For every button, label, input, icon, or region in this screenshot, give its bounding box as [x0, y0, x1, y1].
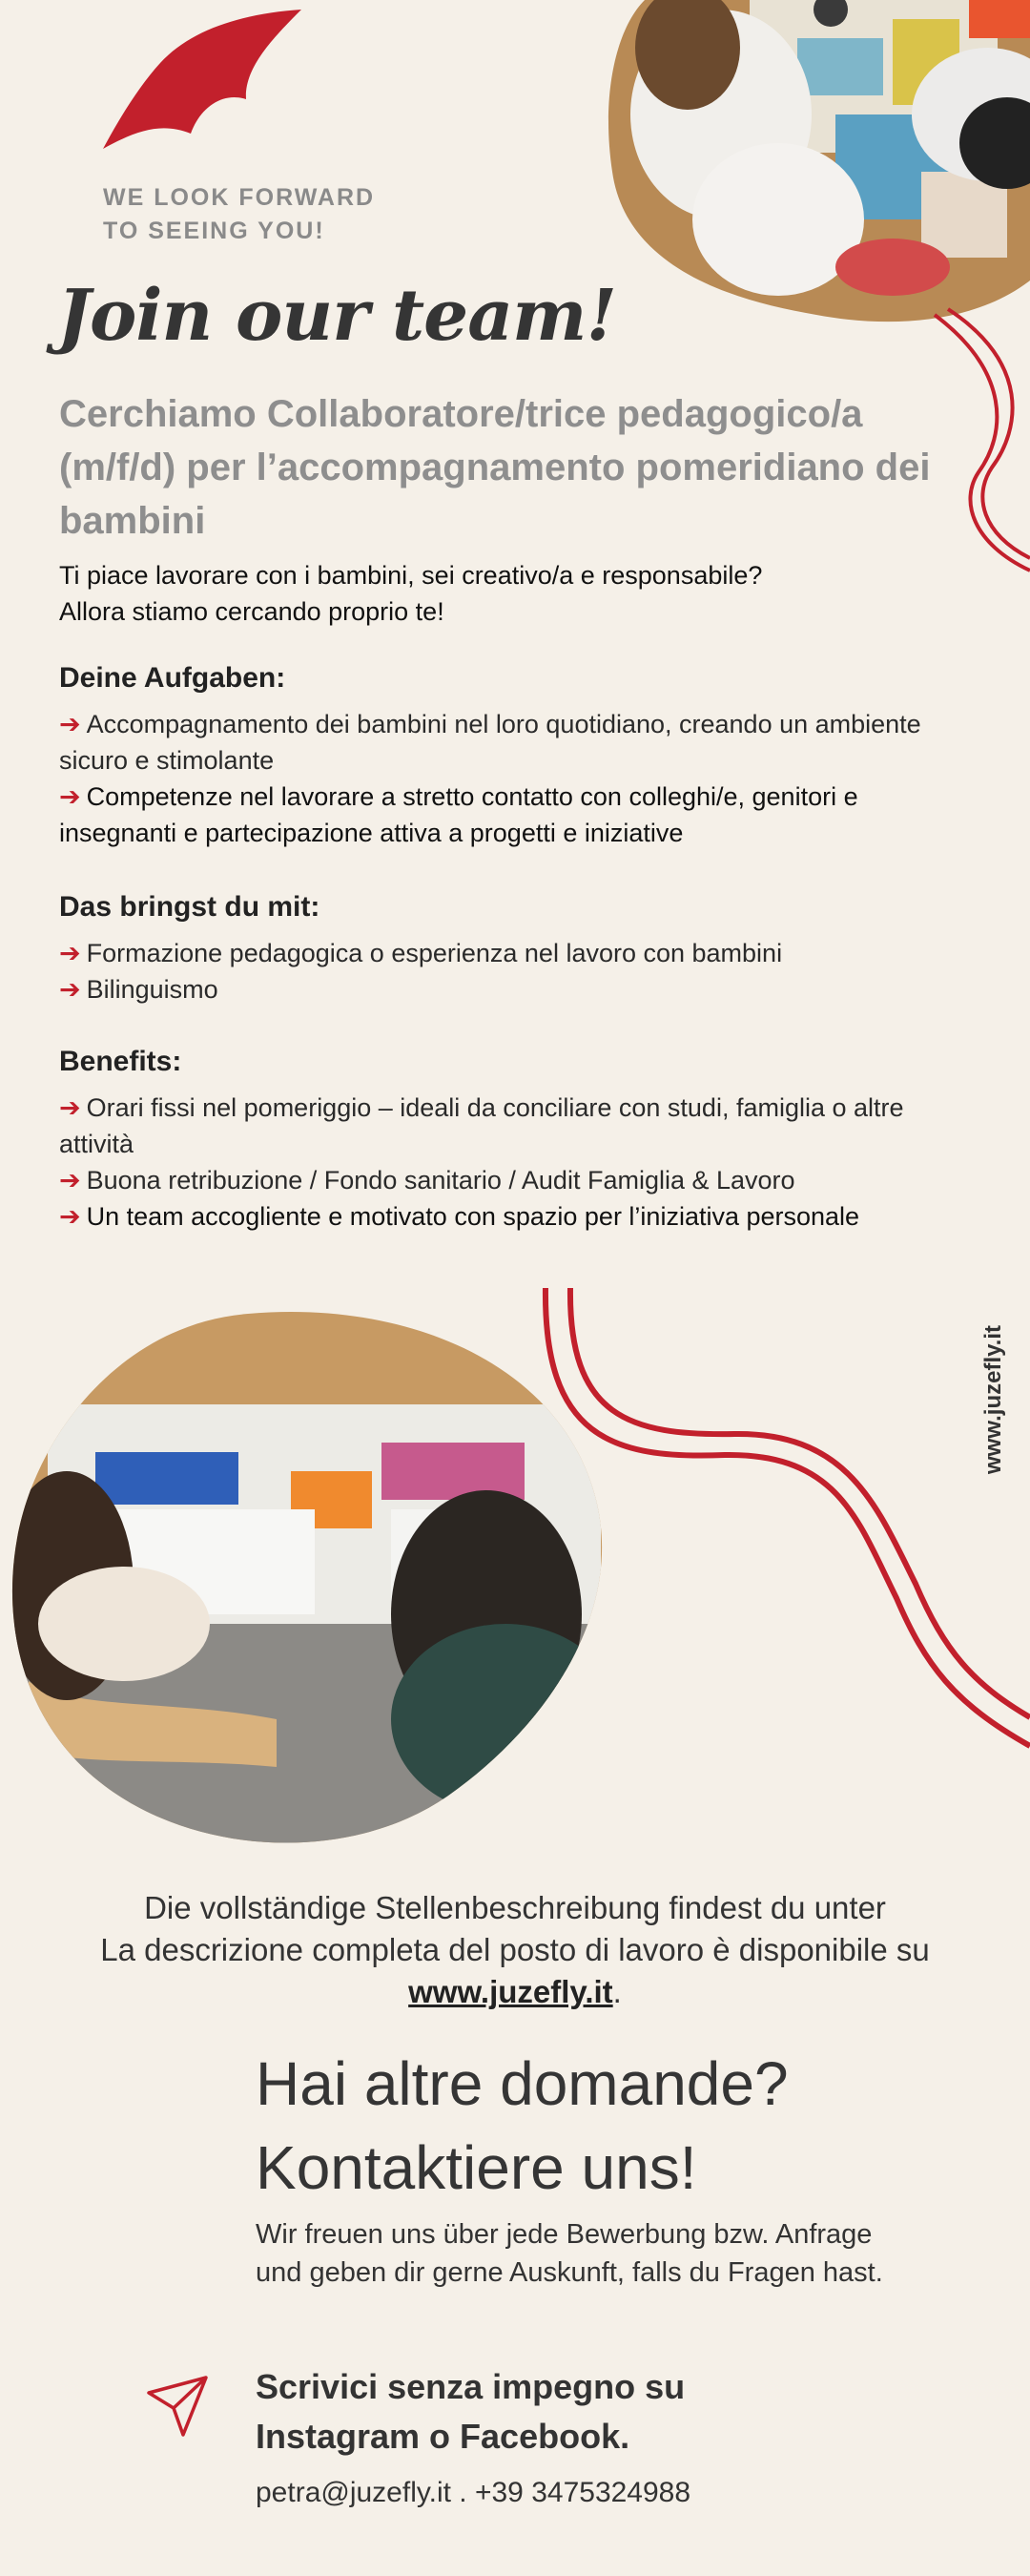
- full-description-notice: [0, 1887, 1030, 2013]
- arrow-right-icon: ➔: [59, 782, 81, 811]
- list-item: ➔ Buona retribuzione / Fondo sanitario / Audit Famiglia & Lavoro: [59, 1166, 795, 1195]
- website-link[interactable]: www.juzefly.it: [408, 1974, 613, 2009]
- contact-text: Wir freuen uns über jede Bewerbung bzw. Anfrage und geben dir gerne Auskunft, falls du Fragen hast.: [256, 2219, 883, 2288]
- tasks-list: [59, 706, 975, 851]
- full-description-line-it: La descrizione completa del posto di lavoro è disponibile su: [100, 1932, 930, 1967]
- full-description-suffix: .: [612, 1974, 622, 2009]
- arrow-right-icon: ➔: [59, 939, 81, 967]
- full-description-line-de: Die vollständige Stellenbeschreibung findest du unter: [144, 1890, 886, 1925]
- list-item: ➔ Bilinguismo: [59, 975, 218, 1004]
- list-item: ➔ Orari fissi nel pomeriggio – ideali da conciliare con studi, famiglia o altre attività: [59, 1093, 904, 1158]
- tagline-line-1: WE LOOK FORWARD: [103, 184, 376, 211]
- arrow-right-icon: ➔: [59, 1202, 81, 1231]
- social-invite-line-1: Scrivici senza impegno su: [256, 2367, 686, 2406]
- arrow-right-icon: ➔: [59, 975, 81, 1004]
- requirements-list: [59, 935, 975, 1008]
- benefits-list: [59, 1090, 975, 1235]
- paper-plane-icon: [145, 2374, 210, 2439]
- requirements-title: Das bringst du mit:: [59, 891, 320, 923]
- list-item: ➔ Accompagnamento dei bambini nel loro quotidiano, creando un ambiente sicuro e stimolante: [59, 710, 921, 775]
- benefits-title: Benefits:: [59, 1046, 182, 1077]
- contact-title-line-2: Kontaktiere uns!: [256, 2133, 697, 2202]
- contact-title-line-1: Hai altre domande?: [256, 2049, 789, 2118]
- side-website-text: www.juzefly.it: [980, 1324, 1006, 1475]
- photo-children-crafting: [607, 0, 1030, 334]
- intro-line-1: Ti piace lavorare con i bambini, sei creativo/a e responsabile?: [59, 561, 763, 590]
- list-item: ➔ Un team accogliente e motivato con spazio per l’iniziativa personale: [59, 1202, 860, 1231]
- intro-text: [59, 557, 975, 630]
- tagline-line-2: TO SEEING YOU!: [103, 218, 325, 244]
- contact-details[interactable]: petra@juzefly.it . +39 3475324988: [256, 2477, 691, 2508]
- contact-title: [256, 2042, 789, 2210]
- tagline: [103, 181, 375, 248]
- photo-children-studying: [10, 1309, 610, 1853]
- arrow-right-icon: ➔: [59, 1166, 81, 1195]
- job-title: Cerchiamo Collaboratore/trice pedagogico/a (m/f/d) per l’accompagnamento pomeridiano dei bambini: [59, 393, 931, 542]
- list-item: ➔ Formazione pedagogica o esperienza nel lavoro con bambini: [59, 939, 783, 967]
- list-item: ➔ Competenze nel lavorare a stretto contatto con colleghi/e, genitori e insegnanti e partecipazione attiva a progetti e iniziative: [59, 782, 858, 847]
- arrow-right-icon: ➔: [59, 1093, 81, 1122]
- headline: Join our team!: [57, 275, 616, 357]
- brand-logo-icon: [101, 8, 305, 151]
- arrow-right-icon: ➔: [59, 710, 81, 738]
- social-invite: [256, 2362, 685, 2462]
- social-invite-line-2: Instagram o Facebook.: [256, 2417, 630, 2456]
- intro-line-2: Allora stiamo cercando proprio te!: [59, 597, 444, 626]
- tasks-title: Deine Aufgaben:: [59, 662, 286, 694]
- side-website-link[interactable]: [956, 1309, 1030, 1490]
